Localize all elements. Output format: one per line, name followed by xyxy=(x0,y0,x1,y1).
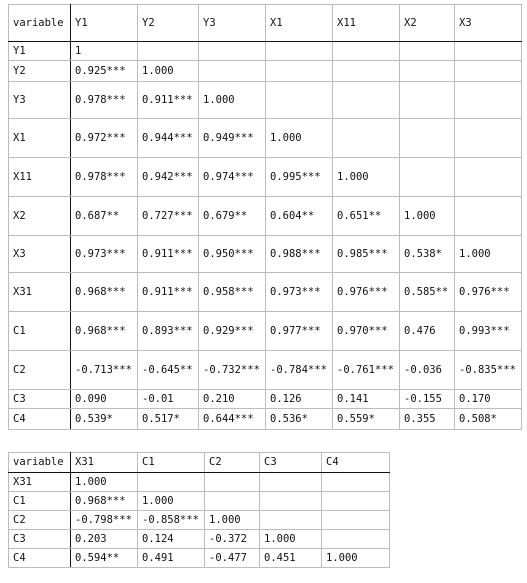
table-cell: 0.644*** xyxy=(199,409,266,430)
table-row xyxy=(9,82,522,119)
table-cell: 0.944*** xyxy=(138,119,199,158)
row-label: C4 xyxy=(9,409,71,430)
table-cell: 0.993*** xyxy=(455,312,522,351)
table-row xyxy=(9,390,522,409)
table-cell: 0.536* xyxy=(266,409,333,430)
row-label: Y2 xyxy=(9,61,71,82)
table-cell xyxy=(322,473,390,492)
table-cell: 0.972*** xyxy=(71,119,138,158)
table-cell xyxy=(322,530,390,549)
table-cell xyxy=(205,492,260,511)
table-cell: 0.124 xyxy=(138,530,205,549)
table-cell: 1.000 xyxy=(205,511,260,530)
table-cell: 0.977*** xyxy=(266,312,333,351)
table-cell: 0.958*** xyxy=(199,273,266,312)
table-cell: 0.203 xyxy=(71,530,138,549)
table-cell: 0.968*** xyxy=(71,273,138,312)
column-header: X3 xyxy=(455,5,522,42)
row-label: X11 xyxy=(9,158,71,197)
table-cell xyxy=(455,158,522,197)
column-header: X2 xyxy=(400,5,455,42)
table-cell xyxy=(138,42,199,61)
table-cell xyxy=(333,82,400,119)
table-cell xyxy=(260,511,322,530)
table-cell: 0.727*** xyxy=(138,197,199,236)
table-cell: 1 xyxy=(71,42,138,61)
table-cell xyxy=(400,61,455,82)
table-cell xyxy=(260,473,322,492)
table-cell: 0.976*** xyxy=(455,273,522,312)
row-label: X31 xyxy=(9,273,71,312)
table-row xyxy=(9,236,522,273)
row-label: C4 xyxy=(9,549,71,568)
table-cell: -0.798*** xyxy=(71,511,138,530)
table-cell: 1.000 xyxy=(199,82,266,119)
table-cell: 0.141 xyxy=(333,390,400,409)
column-header: variable xyxy=(9,453,71,473)
column-header: C1 xyxy=(138,453,205,473)
correlation-table-1 xyxy=(8,4,522,430)
row-label: C3 xyxy=(9,390,71,409)
table-cell: 0.090 xyxy=(71,390,138,409)
table-cell xyxy=(455,119,522,158)
column-header: Y3 xyxy=(199,5,266,42)
table-row xyxy=(9,312,522,351)
table-cell: 0.491 xyxy=(138,549,205,568)
table-cell: 0.995*** xyxy=(266,158,333,197)
table-cell xyxy=(455,82,522,119)
table-cell: 0.973*** xyxy=(71,236,138,273)
table-cell: 0.978*** xyxy=(71,82,138,119)
table-cell xyxy=(333,61,400,82)
table-cell: -0.761*** xyxy=(333,351,400,390)
table-row xyxy=(9,119,522,158)
table-cell xyxy=(455,42,522,61)
row-label: C2 xyxy=(9,511,71,530)
table-cell xyxy=(199,61,266,82)
table-cell xyxy=(455,197,522,236)
table-cell xyxy=(400,82,455,119)
table-row xyxy=(9,473,390,492)
table-cell: 0.925*** xyxy=(71,61,138,82)
row-label: C1 xyxy=(9,312,71,351)
table-cell: 0.517* xyxy=(138,409,199,430)
row-label: C2 xyxy=(9,351,71,390)
table-cell: 0.985*** xyxy=(333,236,400,273)
table-row xyxy=(9,549,390,568)
table-cell: -0.372 xyxy=(205,530,260,549)
table-cell: 0.970*** xyxy=(333,312,400,351)
row-label: X2 xyxy=(9,197,71,236)
table-cell: 0.978*** xyxy=(71,158,138,197)
table-cell: 0.210 xyxy=(199,390,266,409)
table-cell xyxy=(266,61,333,82)
column-header: C4 xyxy=(322,453,390,473)
table-cell: 1.000 xyxy=(455,236,522,273)
column-header: Y1 xyxy=(71,5,138,42)
table-cell: 0.476 xyxy=(400,312,455,351)
table-row xyxy=(9,351,522,390)
column-header: Y2 xyxy=(138,5,199,42)
table-cell xyxy=(455,61,522,82)
table-cell: -0.645** xyxy=(138,351,199,390)
table-cell: 0.451 xyxy=(260,549,322,568)
table-cell xyxy=(260,492,322,511)
table-cell xyxy=(400,158,455,197)
table-cell: 0.942*** xyxy=(138,158,199,197)
table-cell: 0.974*** xyxy=(199,158,266,197)
table-row xyxy=(9,158,522,197)
table-cell: 0.170 xyxy=(455,390,522,409)
header-row xyxy=(9,453,390,473)
row-label: X3 xyxy=(9,236,71,273)
column-header: variable xyxy=(9,5,71,42)
table-cell: 1.000 xyxy=(266,119,333,158)
column-header: X11 xyxy=(333,5,400,42)
table-row xyxy=(9,197,522,236)
table-cell: 0.893*** xyxy=(138,312,199,351)
table-cell: 0.911*** xyxy=(138,82,199,119)
table-row xyxy=(9,61,522,82)
table-cell: 0.355 xyxy=(400,409,455,430)
column-header: X1 xyxy=(266,5,333,42)
row-label: C1 xyxy=(9,492,71,511)
table-cell: 1.000 xyxy=(322,549,390,568)
table-cell: -0.036 xyxy=(400,351,455,390)
table-row xyxy=(9,409,522,430)
table-row xyxy=(9,42,522,61)
header-row xyxy=(9,5,522,42)
table-cell: 0.949*** xyxy=(199,119,266,158)
table-cell xyxy=(322,511,390,530)
table-cell: 0.973*** xyxy=(266,273,333,312)
table-cell: 0.651** xyxy=(333,197,400,236)
table-cell: 0.950*** xyxy=(199,236,266,273)
table-cell: 1.000 xyxy=(138,492,205,511)
column-header: X31 xyxy=(71,453,138,473)
table-cell: 0.559* xyxy=(333,409,400,430)
table-cell: 0.679** xyxy=(199,197,266,236)
correlation-table-2 xyxy=(8,452,390,568)
table-cell: 0.976*** xyxy=(333,273,400,312)
table-cell xyxy=(199,42,266,61)
table-cell: 0.911*** xyxy=(138,273,199,312)
table-cell: 0.594** xyxy=(71,549,138,568)
row-label: C3 xyxy=(9,530,71,549)
table-cell: 0.539* xyxy=(71,409,138,430)
table-cell xyxy=(138,473,205,492)
table-cell: -0.477 xyxy=(205,549,260,568)
table-cell: 1.000 xyxy=(333,158,400,197)
row-label: X31 xyxy=(9,473,71,492)
table-cell: 0.968*** xyxy=(71,492,138,511)
table-cell xyxy=(400,42,455,61)
table-cell: -0.784*** xyxy=(266,351,333,390)
row-label: X1 xyxy=(9,119,71,158)
table-cell: 1.000 xyxy=(260,530,322,549)
table-cell: 1.000 xyxy=(138,61,199,82)
table-cell: 0.968*** xyxy=(71,312,138,351)
table-cell xyxy=(333,119,400,158)
table-cell: 0.508* xyxy=(455,409,522,430)
table-cell: -0.713*** xyxy=(71,351,138,390)
row-label: Y3 xyxy=(9,82,71,119)
table-cell: 1.000 xyxy=(400,197,455,236)
table-cell: 0.538* xyxy=(400,236,455,273)
column-header: C3 xyxy=(260,453,322,473)
table-cell: 0.585** xyxy=(400,273,455,312)
table-cell xyxy=(266,82,333,119)
table-cell xyxy=(266,42,333,61)
table-cell: 1.000 xyxy=(71,473,138,492)
table-cell: 0.911*** xyxy=(138,236,199,273)
table-cell: 0.988*** xyxy=(266,236,333,273)
table-cell: -0.835*** xyxy=(455,351,522,390)
table-cell: -0.858*** xyxy=(138,511,205,530)
table-cell: 0.929*** xyxy=(199,312,266,351)
table-cell: 0.126 xyxy=(266,390,333,409)
table-cell: -0.732*** xyxy=(199,351,266,390)
row-label: Y1 xyxy=(9,42,71,61)
table-cell: -0.01 xyxy=(138,390,199,409)
table-row xyxy=(9,273,522,312)
table-row xyxy=(9,511,390,530)
table-cell xyxy=(205,473,260,492)
table-row xyxy=(9,530,390,549)
table-cell: 0.604** xyxy=(266,197,333,236)
table-row xyxy=(9,492,390,511)
table-cell xyxy=(322,492,390,511)
table-cell: -0.155 xyxy=(400,390,455,409)
table-cell xyxy=(333,42,400,61)
table-cell xyxy=(400,119,455,158)
table-cell: 0.687** xyxy=(71,197,138,236)
column-header: C2 xyxy=(205,453,260,473)
